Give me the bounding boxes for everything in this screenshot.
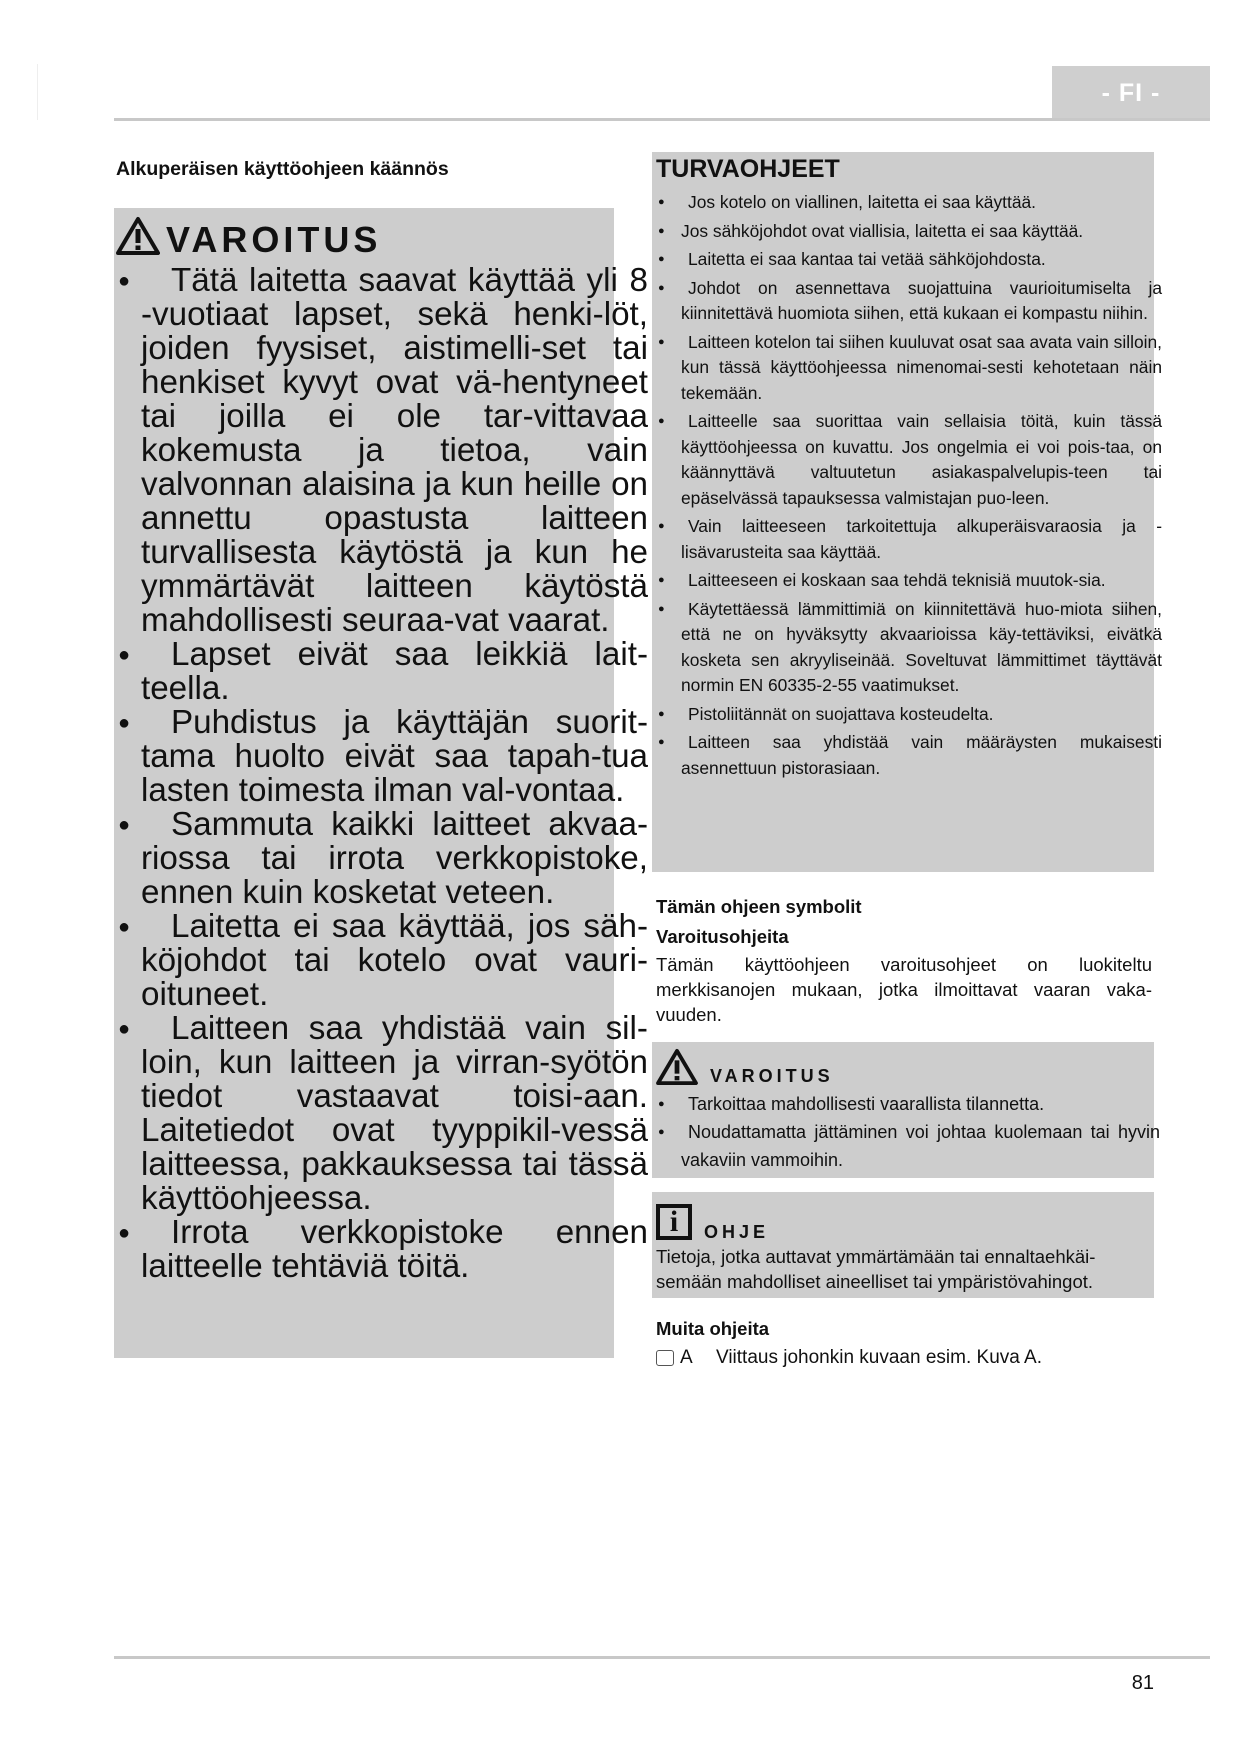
symbols-subtitle: Varoitusohjeita [656,926,789,947]
symbols-section [656,892,1152,1027]
list-item: ● Laitteelle saa suorittaa vain sellaisia töitä, kuin tässä käyttöohjeessa on kuvattu. Jos ongelmia ei voi pois-taa, on käännyttävä valtuutetun asiakaspalvelupis-teen tai epäselvässä tapauksessa valmistajan puo-leen. [656,409,1162,511]
header-rule [114,118,1210,121]
list-item: ● Vain laitteeseen tarkoitettuja alkuperäisvaraosia ja -lisävarusteita saa käyttää. [656,514,1162,565]
info-legend-heading [656,1196,1154,1240]
figure-reference-text: Viittaus johonkin kuvaan esim. Kuva A. [716,1347,1043,1368]
list-item: ● Laitetta ei saa käyttää, jos säh-köjohdot tai kotelo ovat vauri-oituneet. [114,910,648,1012]
list-item: ● Puhdistus ja käyttäjän suorit-tama huolto eivät saa tapah-tua lasten toimesta ilman val-vontaa. [114,706,648,808]
document-subtitle: Alkuperäisen käyttöohjeen käännös [116,158,449,180]
list-item: ● Sammuta kaikki laitteet akvaa-riossa tai irrota verkkopistoke, ennen kuin kosketat veteen. [114,808,648,910]
main-warning-box [114,208,648,1358]
info-legend-title: OHJE [704,1222,770,1242]
safety-list [656,190,1162,781]
list-item: ● Laitetta ei saa kantaa tai vetää sähköjohdosta. [656,247,1162,273]
symbols-title: Tämän ohjeen symbolit [656,896,862,917]
info-icon: i [656,1204,692,1240]
main-warning-heading [114,208,614,264]
warning-legend-list [656,1090,1160,1174]
main-warning-title: VAROITUS [166,219,382,260]
figure-reference-letter: A [680,1347,693,1368]
figure-reference-icon [656,1350,674,1366]
page-number: 81 [1131,1672,1154,1694]
list-item: ● Jos sähköjohdot ovat viallisia, laitetta ei saa käyttää. [656,219,1162,245]
list-item: ● Tarkoittaa mahdollisesti vaarallista tilannetta. [656,1090,1160,1118]
warning-legend-title: VAROITUS [710,1065,834,1086]
main-warning-list [114,264,648,1284]
warning-triangle-icon [656,1048,698,1086]
figure-reference-line [656,1344,1152,1372]
list-item: ● Noudattamatta jättäminen voi johtaa kuolemaan tai hyvin vakaviin vammoihin. [656,1118,1160,1174]
warning-triangle-icon [116,216,160,256]
safety-instructions-box [652,152,1162,872]
warning-legend-heading [656,1046,1154,1088]
footer-rule [114,1656,1210,1659]
symbols-text: Tämän käyttöohjeen varoitusohjeet on luokiteltu merkkisanojen mukaan, jotka ilmoittavat vaaran vaka-vuuden. [656,954,1152,1025]
list-item: ● Pistoliitännät on suojattava kosteudelta. [656,702,1162,728]
list-item: ● Laitteen kotelon tai siihen kuuluvat osat saa avata vain silloin, kun tässä käyttöohjeessa nimenomai-sesti kehotetaan näin tekemään. [656,330,1162,407]
info-legend-box [652,1192,1154,1298]
list-item: ● Tätä laitetta saavat käyttää yli 8 -vuotiaat lapset, sekä henki-löt, joiden fyysiset, aistimelli-set tai henkiset kyvyt ovat vä-hentyneet tai joilla ei ole tar-vittavaa kokemusta ja tietoa, vain valvonnan alaisina ja kun heille on annettu opastusta laitteen turvallisesta käytöstä ja kun he ymmärtävät laitteen käytöstä mahdollisesti seuraa-vat vaarat. [114,264,648,638]
other-title: Muita ohjeita [656,1318,770,1339]
list-item: ● Irrota verkkopistoke ennen laitteelle tehtäviä töitä. [114,1216,648,1284]
page-edge-mark [37,64,38,120]
other-instructions-section [656,1314,1152,1372]
info-legend-text: Tietoja, jotka auttavat ymmärtämään tai ennaltaehkäi-semään mahdolliset aineelliset tai ympäristövahingot. [656,1246,1096,1292]
list-item: ● Jos kotelo on viallinen, laitetta ei saa käyttää. [656,190,1162,216]
language-badge: - FI - [1052,66,1210,120]
warning-legend-box [652,1042,1160,1178]
list-item: ● Laitteeseen ei koskaan saa tehdä teknisiä muutok-sia. [656,568,1162,594]
list-item: ● Käytettäessä lämmittimiä on kiinnitettävä huo-miota siihen, että ne on hyväksytty akvaarioissa käy-tettäviksi, eivätkä kosketa sen akryyliseinää. Soveltuvat lämmittimet täyttävät normin EN 60335-2-55 vaatimukset. [656,597,1162,699]
list-item: ● Laitteen saa yhdistää vain sil-loin, kun laitteen ja virran-syötön tiedot vastaavat toisi-aan. Laitetiedot ovat tyyppikil-vessä laitteessa, pakkauksessa tai tässä käyttöohjeessa. [114,1012,648,1216]
safety-title: TURVAOHJEET [656,155,840,183]
list-item: ● Johdot on asennettava suojattuina vaurioitumiselta ja kiinnitettävä huomiota siihen, että kukaan ei kompastu niihin. [656,276,1162,327]
list-item: ● Lapset eivät saa leikkiä lait-teella. [114,638,648,706]
list-item: ● Laitteen saa yhdistää vain määräysten mukaisesti asennettuun pistorasiaan. [656,730,1162,781]
